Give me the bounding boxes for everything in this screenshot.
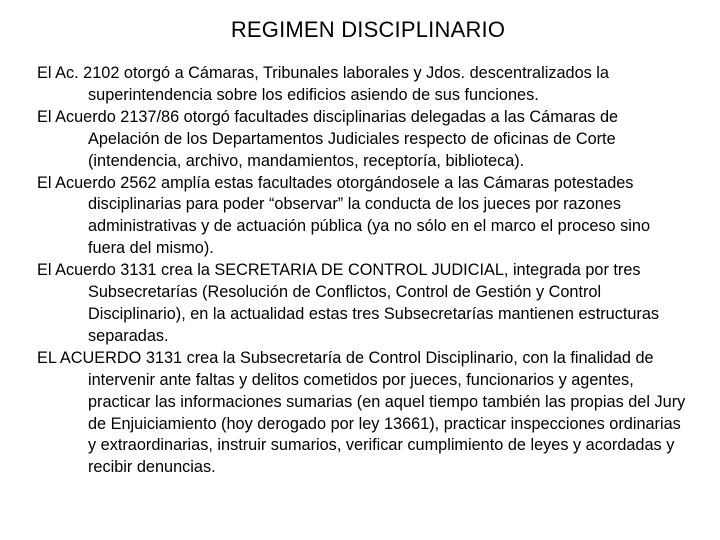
slide-body (37, 63, 687, 479)
paragraph-acuerdo-2137: El Acuerdo 2137/86 otorgó facultades disciplinarias delegadas a las Cámaras de Apelación de los Departamentos Judiciales respecto de oficinas de Corte (intendencia, archivo, mandamientos, receptoría, biblioteca). (37, 107, 619, 170)
paragraph-acuerdo-3131-secretaria: El Acuerdo 3131 crea la SECRETARIA DE CONTROL JUDICIAL, integrada por tres Subsecretarías (Resolución de Conflictos, Control de Gestión y Control Disciplinario), en la actualidad estas tres Subsecretarías mantienen estructuras separadas. (37, 261, 660, 345)
page-title: REGIMEN DISCIPLINARIO (230, 17, 506, 42)
paragraph-acuerdo-3131-subsecretaria: EL ACUERDO 3131 crea la Subsecretaría de Control Disciplinario, con la finalidad de intervenir ante faltas y delitos cometidos por jueces, funcionarios y agentes, practicar las informaciones sumarias (en aquel tiempo también las propias del Jury de Enjuiciamiento (hoy derogado por ley 13661), practicar inspecciones ordinarias y extraordinarias, instruir sumarios, verificar cumplimiento de leyes y acordadas y recibir denuncias. (37, 348, 686, 477)
paragraph-acuerdo-2562: El Acuerdo 2562 amplía estas facultades otorgándosele a las Cámaras potestades disciplinarias para poder “observar” la conducta de los jueces por razones administrativas y de actuación pública (ya no sólo en el marco el proceso sino fuera del mismo). (37, 173, 650, 258)
paragraph-acuerdo-2102: El Ac. 2102 otorgó a Cámaras, Tribunales laborales y Jdos. descentralizados la superintendencia sobre los edificios asiendo de sus funciones. (37, 64, 609, 104)
